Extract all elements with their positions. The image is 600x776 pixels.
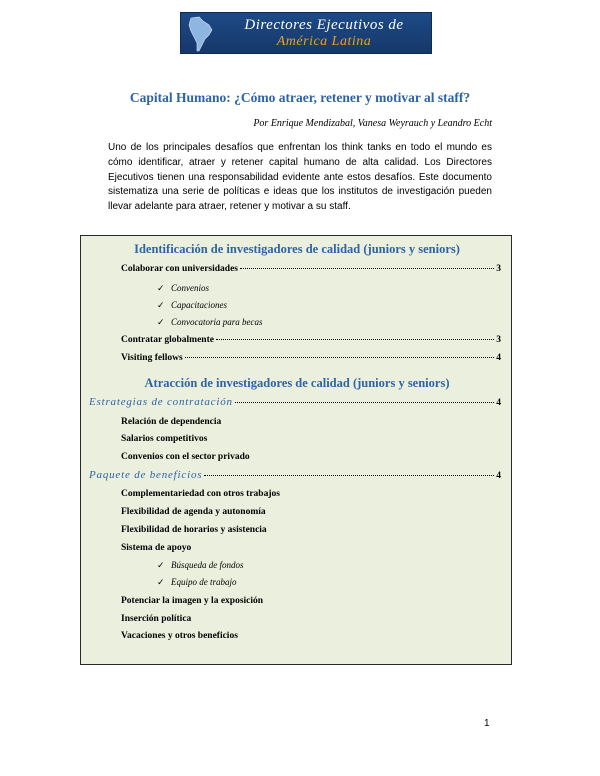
toc-subitem-becas[interactable]: ✓ Convocatoria para becas: [157, 317, 263, 327]
toc-subitem-capacitaciones[interactable]: ✓ Capacitaciones: [157, 300, 227, 310]
toc-item-convenios-privado[interactable]: Convenios con el sector privado: [121, 452, 250, 462]
toc-subitem-equipo-trabajo[interactable]: ✓ Equipo de trabajo: [157, 577, 237, 587]
check-icon: ✓: [157, 577, 165, 587]
toc-item-complementariedad[interactable]: Complementariedad con otros trabajos: [121, 489, 280, 499]
toc-item-flexibilidad-agenda[interactable]: Flexibilidad de agenda y autonomía: [121, 507, 266, 517]
toc-entry-visiting[interactable]: Visiting fellows 4: [121, 353, 501, 363]
toc-item-flexibilidad-horarios[interactable]: Flexibilidad de horarios y asistencia: [121, 525, 267, 535]
toc-heading-identificacion: Identificación de investigadores de calidad (juniors y seniors): [134, 242, 460, 256]
toc-entry-colaborar[interactable]: [121, 264, 501, 274]
authors-line: Por Enrique Mendizabal, Vanesa Weyrauch y Leandro Echt: [253, 118, 492, 129]
check-icon: ✓: [157, 283, 165, 293]
toc-item-sistema-apoyo[interactable]: Sistema de apoyo: [121, 543, 192, 553]
toc-item-salarios[interactable]: Salarios competitivos: [121, 434, 208, 444]
intro-paragraph: Uno de los principales desafíos que enfrentan los think tanks en todo el mundo es cómo identificar, atraer y retener capital humano de alta calidad. Los Directores Ejecutivos tienen una responsabilidad evidente ante estos desafíos. Este documento sistematiza una serie de políticas e ideas que los institutos de investigación pueden llevar adelante para atraer, retener y motivar a su staff.: [108, 142, 492, 213]
toc-item-potenciar-imagen[interactable]: Potenciar la imagen y la exposición: [121, 596, 264, 606]
toc-entry-paquete[interactable]: Paquete de beneficios 4: [89, 469, 501, 481]
logo-banner: [180, 12, 432, 54]
toc-entry-estrategias[interactable]: Estrategias de contratación 4: [89, 396, 501, 408]
toc-subitem-busqueda-fondos[interactable]: ✓ Búsqueda de fondos: [157, 560, 244, 570]
toc-entry-label: Colaborar con universidades: [121, 264, 239, 274]
toc-item-vacaciones[interactable]: Vacaciones y otros beneficios: [121, 631, 238, 641]
toc-heading-atraccion: Atracción de investigadores de calidad (juniors y seniors): [144, 376, 450, 390]
toc-leader-dots: [240, 268, 494, 269]
toc-subitem-convenios[interactable]: ✓ Convenios: [157, 283, 209, 293]
banner-line-2: América Latina: [276, 34, 372, 49]
toc-item-relacion[interactable]: Relación de dependencia: [121, 417, 222, 427]
toc-leader-dots: [235, 402, 494, 403]
toc-item-insercion-politica[interactable]: Inserción política: [121, 614, 192, 624]
toc-leader-dots: [185, 357, 495, 358]
toc-leader-dots: [216, 339, 494, 340]
check-icon: ✓: [157, 317, 165, 327]
toc-leader-dots: [204, 475, 494, 476]
document-title: Capital Humano: ¿Cómo atraer, retener y motivar al staff?: [129, 90, 471, 105]
toc-page-number: 3: [496, 264, 501, 274]
check-icon: ✓: [157, 300, 165, 310]
page-number: 1: [484, 718, 490, 729]
banner-line-1: Directores Ejecutivos de: [244, 17, 404, 33]
table-of-contents: [80, 235, 512, 665]
latin-america-map-icon: [185, 15, 215, 53]
check-icon: ✓: [157, 560, 165, 570]
toc-entry-contratar[interactable]: Contratar globalmente 3: [121, 335, 501, 345]
